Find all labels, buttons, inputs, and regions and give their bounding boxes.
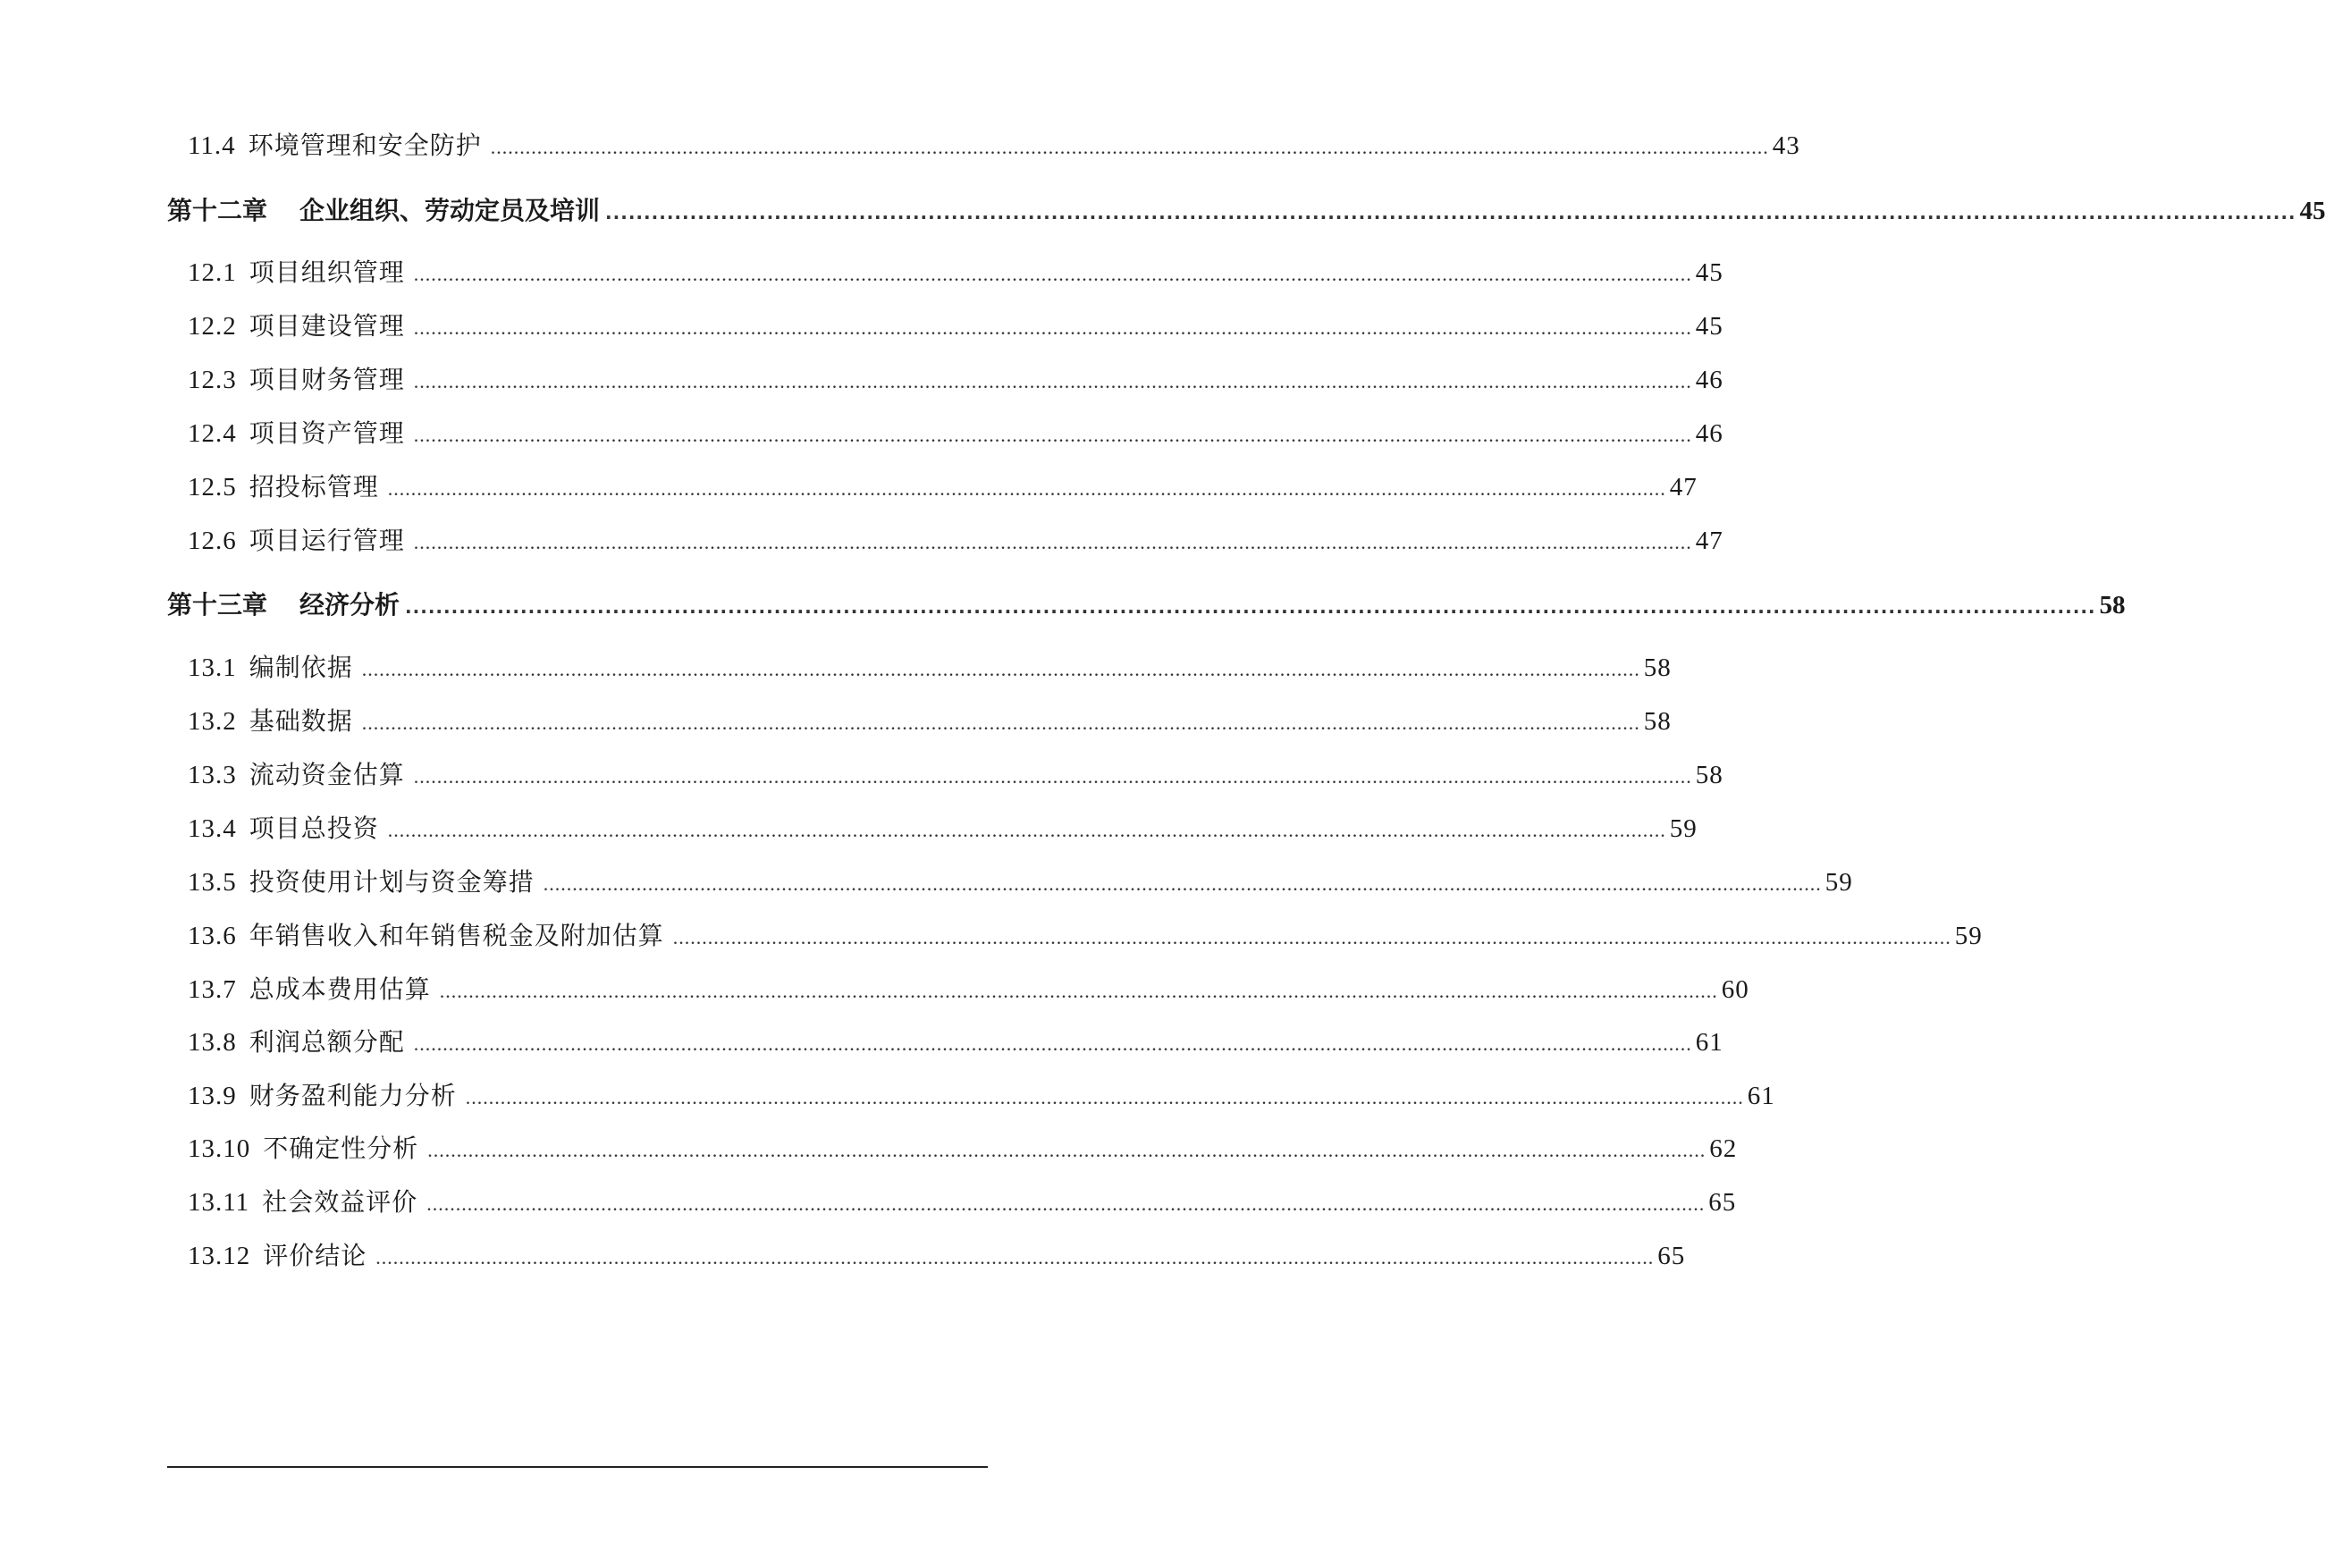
toc-entry-number: 12.5 xyxy=(188,473,237,502)
toc-entry-page-number: 58 xyxy=(1643,653,1672,682)
footer-divider xyxy=(167,1466,988,1468)
toc-section-entry[interactable] xyxy=(188,468,1698,507)
toc-entry-title: 编制依据 xyxy=(249,653,353,682)
toc-dot-leader: ............................................................................................................................................................................................................................ xyxy=(361,712,1640,734)
toc-entry-title: 利润总额分配 xyxy=(249,1027,405,1057)
toc-entry-page-number: 58 xyxy=(2099,591,2126,620)
toc-dot-leader: ............................................................................................................................................................................................................................ xyxy=(543,873,1822,895)
toc-entry-page-number: 58 xyxy=(1695,761,1723,789)
toc-entry-number: 13.4 xyxy=(188,814,237,843)
toc-entry-title: 项目组织管理 xyxy=(249,257,405,287)
toc-section-entry[interactable] xyxy=(188,360,1723,400)
toc-entry-number: 12.4 xyxy=(188,419,237,448)
toc-dot-leader: ............................................................................................................................................................................................................................ xyxy=(672,926,1951,948)
toc-entry-page-number: 43 xyxy=(1772,131,1800,160)
toc-entry-number: 第十二章 xyxy=(167,196,268,225)
toc-entry-number: 13.3 xyxy=(188,761,237,789)
toc-dot-leader: ............................................................................................................................................................................................................................ xyxy=(413,424,1692,446)
toc-entry-title: 财务盈利能力分析 xyxy=(249,1081,457,1110)
toc-entry-title: 基础数据 xyxy=(249,706,353,736)
toc-entry-number: 13.7 xyxy=(188,975,237,1004)
toc-entry-number: 13.5 xyxy=(188,868,237,897)
toc-entry-number: 13.6 xyxy=(188,922,237,950)
toc-entry-page-number: 60 xyxy=(1721,975,1749,1004)
toc-entry-page-number: 61 xyxy=(1695,1028,1723,1057)
toc-entry-page-number: 47 xyxy=(1669,473,1698,502)
toc-section-entry[interactable] xyxy=(188,414,1723,453)
toc-dot-leader: ............................................................................................................................................................................................................................ xyxy=(387,477,1666,500)
toc-entry-title: 环境管理和安全防护 xyxy=(248,131,482,160)
toc-section-entry[interactable] xyxy=(188,755,1723,795)
toc-section-entry[interactable] xyxy=(188,916,1983,956)
toc-entry-title: 流动资金估算 xyxy=(249,760,405,789)
toc-dot-leader: ............................................................................................................................................................................................................................ xyxy=(361,658,1640,680)
toc-dot-leader: ............................................................................................................................................................................................................................ xyxy=(465,1086,1744,1109)
toc-dot-leader: ............................................................................................................................................................................................................................ xyxy=(413,316,1692,339)
toc-entry-page-number: 45 xyxy=(1695,258,1723,287)
toc-dot-leader: ............................................................................................................................................................................................................................ xyxy=(413,370,1692,392)
toc-entry-title: 社会效益评价 xyxy=(262,1187,418,1217)
toc-entry-title: 项目建设管理 xyxy=(249,311,405,341)
toc-entry-page-number: 59 xyxy=(1954,922,1983,950)
toc-entry-title: 项目总投资 xyxy=(249,814,379,843)
toc-dot-leader: ............................................................................................................................................................................................................................ xyxy=(375,1246,1655,1269)
toc-entry-page-number: 45 xyxy=(2299,197,2326,225)
toc-entry-page-number: 62 xyxy=(1709,1134,1738,1163)
toc-entry-page-number: 65 xyxy=(1657,1242,1686,1270)
toc-chapter-entry[interactable] xyxy=(167,191,2326,231)
toc-section-entry[interactable] xyxy=(188,970,1749,1009)
toc-entry-number: 13.11 xyxy=(188,1188,250,1217)
toc-section-entry[interactable] xyxy=(188,1023,1723,1062)
toc-entry-page-number: 46 xyxy=(1695,366,1723,394)
toc-entry-title: 项目财务管理 xyxy=(249,365,405,394)
toc-entry-page-number: 59 xyxy=(1669,814,1698,843)
toc-section-entry[interactable] xyxy=(188,863,1853,902)
toc-entry-title: 招投标管理 xyxy=(249,472,379,502)
toc-section-entry[interactable] xyxy=(188,126,1800,165)
toc-entry-title: 投资使用计划与资金筹措 xyxy=(249,867,535,897)
toc-dot-leader: ............................................................................................................................................................................................................................ xyxy=(413,263,1692,285)
toc-entry-title: 评价结论 xyxy=(263,1241,367,1270)
toc-entry-number: 第十三章 xyxy=(167,590,268,620)
toc-entry-number: 12.2 xyxy=(188,312,237,341)
toc-section-entry[interactable] xyxy=(188,1129,1738,1168)
toc-entry-number: 13.10 xyxy=(188,1134,251,1163)
toc-entry-number: 11.4 xyxy=(188,131,236,160)
toc-section-entry[interactable] xyxy=(188,521,1723,561)
toc-section-entry[interactable] xyxy=(188,809,1698,848)
toc-section-entry[interactable] xyxy=(188,1183,1737,1222)
toc-entry-title: 项目运行管理 xyxy=(249,526,405,555)
toc-entry-page-number: 65 xyxy=(1708,1188,1737,1217)
toc-dot-leader: ............................................................................................................................................................................................................................ xyxy=(439,980,1718,1002)
toc-entry-number: 13.2 xyxy=(188,707,237,736)
toc-dot-leader: ............................................................................................................................................................................................................................ xyxy=(413,1033,1692,1055)
toc-dot-leader: ............................................................................................................................................................................................................................ xyxy=(387,819,1666,841)
toc-section-entry[interactable] xyxy=(188,1076,1775,1116)
toc-entry-title: 不确定性分析 xyxy=(263,1134,419,1163)
toc-entry-number: 12.1 xyxy=(188,258,237,287)
toc-section-entry[interactable] xyxy=(188,253,1723,292)
toc-section-entry[interactable] xyxy=(188,648,1672,687)
toc-entry-number: 12.6 xyxy=(188,527,237,555)
toc-entry-page-number: 47 xyxy=(1695,527,1723,555)
toc-entry-page-number: 46 xyxy=(1695,419,1723,448)
toc-entry-number: 13.1 xyxy=(188,653,237,682)
toc-entry-number: 12.3 xyxy=(188,366,237,394)
toc-dot-leader: ............................................................................................................................................................................................................................ xyxy=(413,765,1692,788)
toc-entry-page-number: 59 xyxy=(1825,868,1853,897)
toc-dot-leader: ............................................................................................................................................................................................................................ xyxy=(413,531,1692,553)
toc-entry-title: 项目资产管理 xyxy=(249,418,405,448)
toc-entry-title: 年销售收入和年销售税金及附加估算 xyxy=(249,921,664,950)
toc-entry-page-number: 61 xyxy=(1747,1082,1775,1110)
toc-dot-leader: ............................................................................................................................................................................................................................ xyxy=(405,596,2096,618)
toc-section-entry[interactable] xyxy=(188,1236,1686,1276)
toc-section-entry[interactable] xyxy=(188,702,1672,741)
toc-entry-number: 13.12 xyxy=(188,1242,251,1270)
toc-dot-leader: ............................................................................................................................................................................................................................ xyxy=(427,1139,1707,1161)
toc-entry-title: 企业组织、劳动定员及培训 xyxy=(299,196,601,225)
toc-entry-number: 13.8 xyxy=(188,1028,237,1057)
toc-chapter-entry[interactable] xyxy=(167,586,2126,625)
toc-dot-leader: ............................................................................................................................................................................................................................ xyxy=(605,202,2297,223)
toc-dot-leader: ............................................................................................................................................................................................................................ xyxy=(490,136,1769,158)
toc-entry-title: 经济分析 xyxy=(299,590,400,620)
toc-entry-number: 13.9 xyxy=(188,1082,237,1110)
toc-dot-leader: ............................................................................................................................................................................................................................ xyxy=(426,1193,1706,1215)
toc-entry-title: 总成本费用估算 xyxy=(249,974,431,1004)
toc-entry-page-number: 58 xyxy=(1643,707,1672,736)
toc-section-entry[interactable] xyxy=(188,307,1723,346)
toc-entry-page-number: 45 xyxy=(1695,312,1723,341)
